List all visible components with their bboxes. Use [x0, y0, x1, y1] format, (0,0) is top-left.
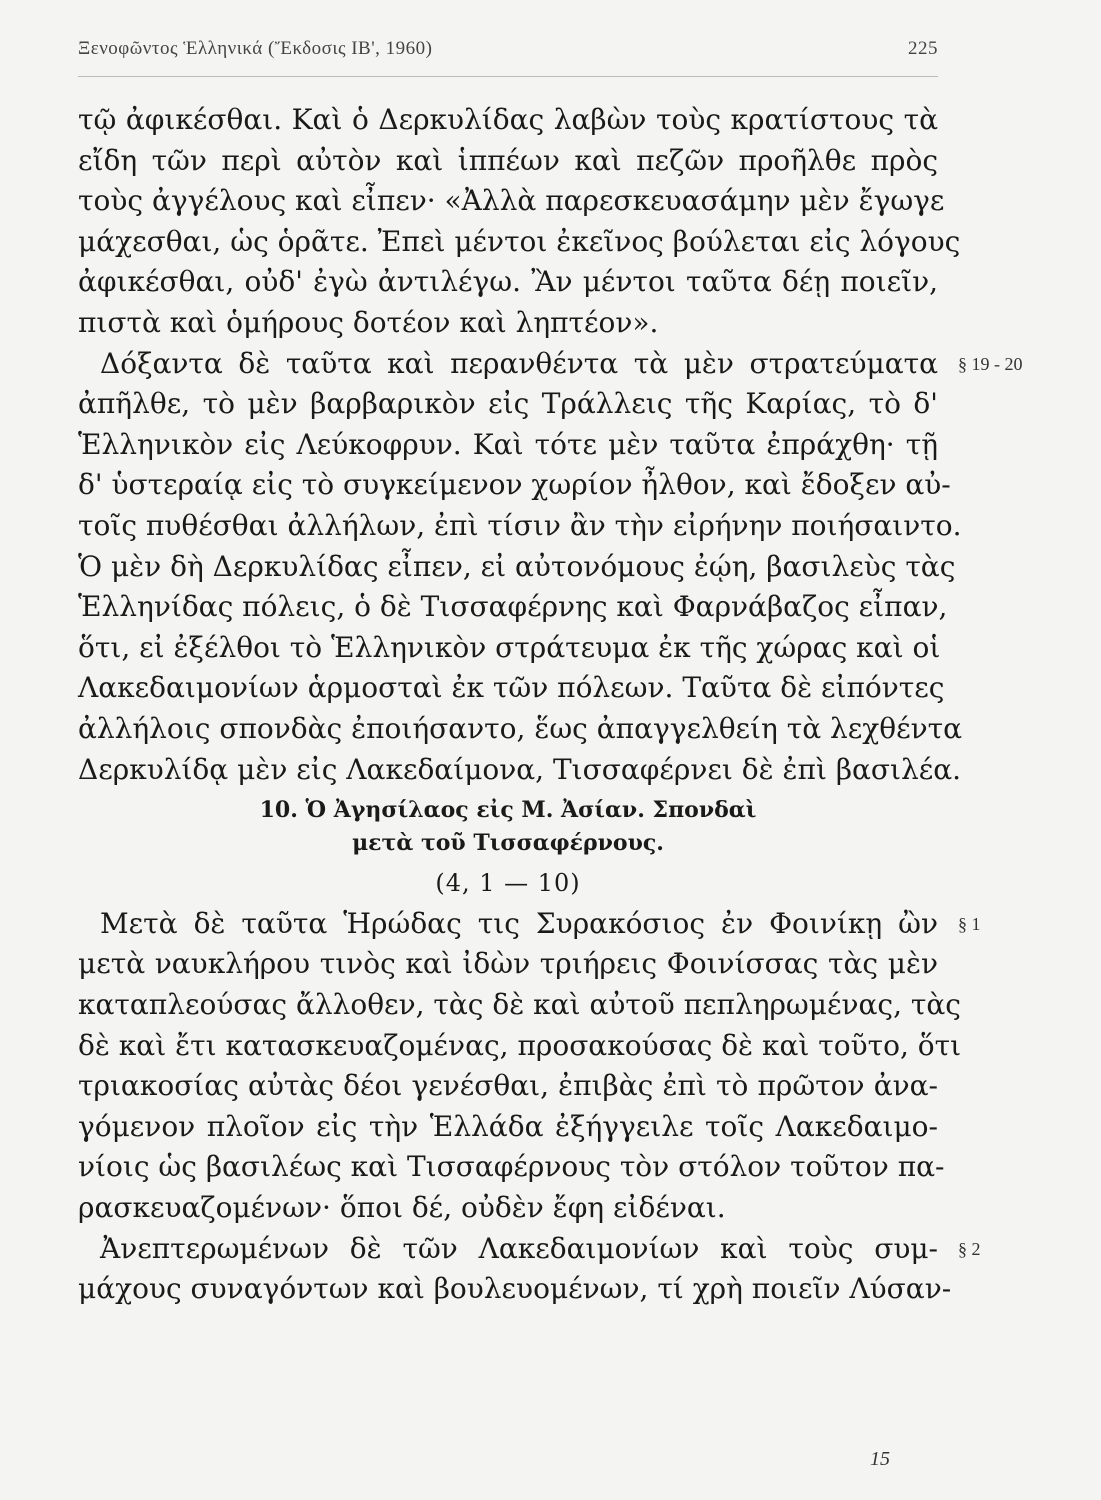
text-line: καταπλεούσας ἄλλοθεν, τὰς δὲ καὶ αὐτοῦ πεπληρωμένας, τὰς	[78, 988, 961, 1022]
page-number: 225	[908, 38, 938, 59]
section-marker: § 19 - 20	[958, 353, 1023, 374]
text-line: τοῖς πυθέσθαι ἀλλήλων, ἐπὶ τίσιν ἂν τὴν εἰρήνην ποιήσαιντο.	[78, 508, 962, 542]
text-line: εἴδη τῶν περὶ αὐτὸν καὶ ἱππέων καὶ πεζῶν προῆλθε πρὸς	[78, 143, 938, 177]
section-heading: 10. Ὁ Ἀγησίλαος εἰς Μ. Ἀσίαν. Σπονδαὶ	[259, 797, 757, 824]
text-line: ρασκευαζομένων· ὅποι δέ, οὐδὲν ἔφη εἰδέναι.	[78, 1191, 726, 1225]
text-line: νίοις ὡς βασιλέως καὶ Τισσαφέρνους τὸν στόλον τοῦτον πα-	[78, 1150, 945, 1184]
text-line: Ἑλληνίδας πόλεις, ὁ δὲ Τισσαφέρνης καὶ Φαρνάβαζος εἶπαν,	[78, 590, 948, 624]
text-line: ὅτι, εἰ ἐξέλθοι τὸ Ἑλληνικὸν στράτευμα ἐκ τῆς χώρας καὶ οἱ	[78, 630, 941, 664]
main-text	[78, 100, 1023, 1310]
header-rule	[78, 76, 938, 77]
text-line: μετὰ ναυκλήρου τινὸς καὶ ἰδὼν τριήρεις Φοινίσσας τὰς μὲν	[78, 947, 938, 981]
text-line: μάχεσθαι, ὡς ὁρᾶτε. Ἐπεὶ μέντοι ἐκεῖνος βούλεται εἰς λόγους	[78, 224, 961, 258]
running-title: Ξενοφῶντος Ἑλληνικά (Ἔκδοσις ΙΒ', 1960)	[78, 38, 433, 59]
text-line: τριακοσίας αὐτὰς δέοι γενέσθαι, ἐπιβὰς ἐπὶ τὸ πρῶτον ἀνα-	[78, 1069, 938, 1103]
text-line: Ἑλληνικὸν εἰς Λεύκοφρυν. Καὶ τότε μὲν ταῦτα ἐπράχθη· τῇ	[78, 427, 938, 461]
section-heading-continued: μετὰ τοῦ Τισσαφέρνους.	[352, 829, 664, 856]
text-line: ἀλλήλοις σπονδὰς ἐποιήσαντο, ἕως ἀπαγγελθείη τὰ λεχθέντα	[78, 711, 963, 745]
text-line: τοὺς ἀγγέλους καὶ εἶπεν· «Ἀλλὰ παρεσκευασάμην μὲν ἔγωγε	[78, 184, 945, 218]
section-reference: (4, 1 — 10)	[435, 869, 581, 898]
text-line: ἀφικέσθαι, οὐδ' ἐγὼ ἀντιλέγω. Ἂν μέντοι ταῦτα δέῃ ποιεῖν,	[78, 265, 938, 299]
section-marker: § 2	[958, 1238, 981, 1259]
text-line-content: Μετὰ δὲ ταῦτα Ἡρώδας τις Συρακόσιος ἐν Φοινίκῃ ὢν	[100, 906, 938, 940]
text-line: ἀπῆλθε, τὸ μὲν βαρβαρικὸν εἰς Τράλλεις τῆς Καρίας, τὸ δ'	[78, 387, 938, 421]
text-line: μάχους συναγόντων καὶ βουλευομένων, τί χρὴ ποιεῖν Λύσαν-	[78, 1272, 952, 1306]
text-line	[78, 1229, 981, 1270]
text-line: πιστὰ καὶ ὁμήρους δοτέον καὶ ληπτέον».	[78, 305, 659, 339]
text-line: Δερκυλίδᾳ μὲν εἰς Λακεδαίμονα, Τισσαφέρνει δὲ ἐπὶ βασιλέα.	[78, 752, 962, 786]
text-line	[78, 904, 981, 945]
text-line: γόμενον πλοῖον εἰς τὴν Ἑλλάδα ἐξήγγειλε τοῖς Λακεδαιμο-	[78, 1109, 938, 1143]
section-marker: § 1	[958, 913, 981, 934]
text-line-content: Δόξαντα δὲ ταῦτα καὶ περανθέντα τὰ μὲν στρατεύματα	[100, 346, 938, 380]
text-line: τῷ ἀφικέσθαι. Καὶ ὁ Δερκυλίδας λαβὼν τοὺς κρατίστους τὰ	[78, 103, 938, 136]
signature-mark: 15	[870, 1448, 890, 1470]
text-line: Ὁ μὲν δὴ Δερκυλίδας εἶπεν, εἰ αὐτονόμους ἐῴη, βασιλεὺς τὰς	[78, 549, 956, 583]
text-line: δ' ὑστεραίᾳ εἰς τὸ συγκείμενον χωρίον ἦλθον, καὶ ἔδοξεν αὐ-	[78, 468, 951, 502]
text-line: δὲ καὶ ἔτι κατασκευαζομένας, προσακούσας δὲ καὶ τοῦτο, ὅτι	[78, 1028, 962, 1062]
text-line-content: Ἀνεπτερωμένων δὲ τῶν Λακεδαιμονίων καὶ τοὺς συμ-	[100, 1231, 938, 1265]
text-line	[78, 344, 1023, 385]
text-line: Λακεδαιμονίων ἁρμοσταὶ ἐκ τῶν πόλεων. Ταῦτα δὲ εἰπόντες	[78, 671, 945, 705]
running-header	[78, 38, 938, 60]
